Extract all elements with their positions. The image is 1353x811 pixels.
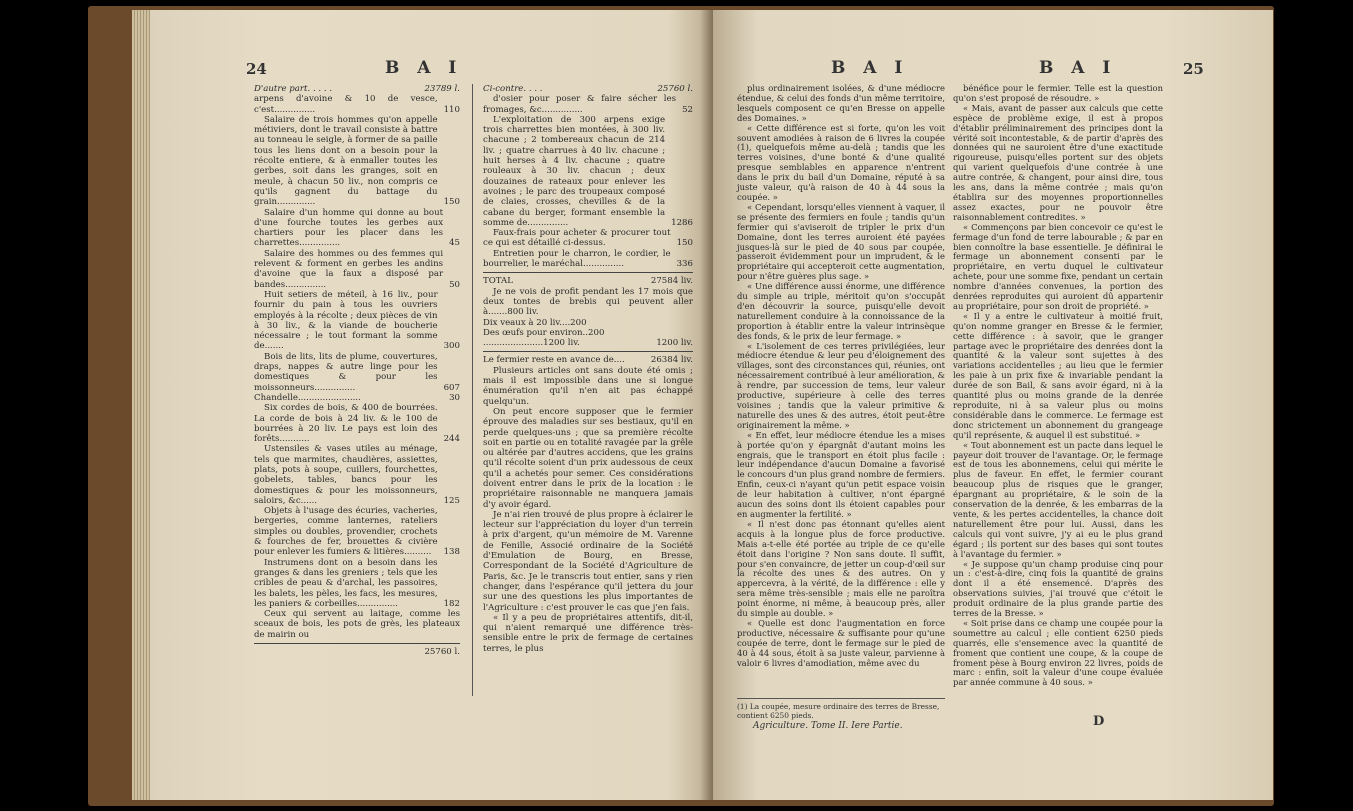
left-column-1 bbox=[254, 84, 460, 657]
entry-text: Objets à l'usage des écuries, vacheries, bergeries, comme lanternes, rateliers simples ou doubles, provendier, crochets & fourches de fer, brouettes & civière pour enlever les fumiers & litières.......... bbox=[254, 506, 438, 558]
text-paragraph bbox=[254, 609, 460, 640]
entry-amount: 300 bbox=[443, 341, 460, 352]
entry-amount: 138 bbox=[443, 547, 460, 558]
entry-amount: 25760 l. bbox=[657, 84, 693, 94]
entry-amount: 182 bbox=[443, 598, 460, 609]
entry-text: Ceux qui servent au laitage, comme les sceaux de bois, les pots de grès, les plateaux de mairin ou bbox=[254, 609, 460, 640]
entry-amount: 336 bbox=[676, 259, 693, 270]
entry-amount: 23789 l. bbox=[424, 84, 460, 94]
entry-text: arpens d'avoine & 10 de vesce, c'est............... bbox=[254, 94, 438, 115]
entry-line bbox=[483, 328, 693, 338]
entry-text: Je n'ai rien trouvé de plus propre à éclairer le lecteur sur l'appréciation du loyer d'un terrein à prix d'argent, qu'un mémoire de M. Varenne de Fenille, Associé ordinaire de la Société d'Emulation de Bourg, en Bresse, Correspondant de la Société d'Agriculture de Paris, &c. Je le transcris tout entier, sans y rien changer, dans l'espérance qu'il jettera du jour sur une des questions les plus importantes de l'Agriculture : c'est prouver le cas que j'en fais. bbox=[483, 509, 693, 613]
entry-text: « En effet, leur médiocre étendue les a mises à portée qu'on y épargnât d'autant moins les engrais, que le transport en étoit plus facile : leur indépendance d'aucun Domaine a favorisé le concours d'un plus grand nombre de fermiers. Enfin, ceux-ci n'ayant qu'un petit espace voisin de leur habitation à cultiver, n'ont épargné aucun des soins dont ils étoient capables pour en augmenter la fertilité. » bbox=[737, 429, 945, 519]
text-paragraph bbox=[254, 444, 460, 506]
entry-amount: 1286 bbox=[671, 217, 693, 228]
total-rule bbox=[483, 272, 693, 273]
text-paragraph bbox=[953, 84, 1163, 104]
entry-amount: 125 bbox=[443, 495, 460, 506]
entry-amount: 150 bbox=[676, 238, 693, 249]
right-column-1 bbox=[737, 84, 945, 668]
entry-line bbox=[483, 84, 693, 94]
entry-text: « Il n'est donc pas étonnant qu'elles aient acquis à la longue plus de force productive. Mais a-t-elle été portée au triple de ce qu'elle étoit dans l'origine ? Non sans doute. Il suffit, pour s'en convaincre, de jetter un coup-d'œil sur la récolte des unes & des autres. On y appercevra, à la vérité, de la différence : elle y sera même très-sensible ; mais elle ne paroîtra point énorme, ni même, à beaucoup près, aller du simple au double. » bbox=[737, 518, 945, 619]
entry-text: Salaire des hommes ou des femmes qui relevent & forment en gerbes les andins d'avoine que la faux a disposé par bandes............... bbox=[254, 248, 444, 290]
entry-text: « Cette différence est si forte, qu'on les voit souvent amodiées à raison de 6 livres la coupée (1), quelquefois même au-delà ; tandis que les terres voisines, d'une bonté & d'une qualité presque semblables en apparence n'entrent dans le prix du bail d'un Domaine, réputé à sa juste valeur, qu'à raison de 40 à 44 sous la coupée. » bbox=[737, 122, 945, 202]
entry-text: « L'isolement de ces terres privilégiées, leur médiocre étendue & leur peu d'éloignement des villages, sont des circonstances qui, réunies, ont nécessairement contribué à leur amélioration, & à rendre, par succession de tems, leur valeur productive, supérieure à celle des terres voisines ; tandis que la valeur primitive & naturelle des unes & des autres, étoit peut-être originairement la même. » bbox=[737, 340, 945, 430]
entry-text: « Cependant, lorsqu'elles viennent à vaquer, il se présente des fermiers en foule ; tandis qu'un fermier qui s'aviseroit de tripler le prix d'un Domaine, dont les terres auroient été payées jusques-là sur le pied de 40 sous par coupée, passeroit évidemment pour un imprudent, & le propriétaire qui accepteroit cette augmentation, pour n'être guères plus sage. » bbox=[737, 201, 945, 282]
entry-text: Chandelle....................... bbox=[254, 392, 361, 403]
entry-text: L'exploitation de 300 arpens exige trois charrettes bien montées, à 300 liv. chacune ; 2 tombereaux chacun de 214 liv. ; quatre charrues à 40 liv. chacune ; huit herses à 4 liv. chacune ; quatre rouleaux à 30 liv. chacun ; deux douzaines de rateaux pour enlever les avoines ; le parc des troupeaux composé de claies, crosses, chevilles & de la cabane du berger, formant ensemble la somme de............... bbox=[483, 114, 666, 228]
text-paragraph bbox=[254, 352, 460, 393]
text-paragraph bbox=[254, 290, 460, 352]
right-page-number: 25 bbox=[1183, 60, 1204, 78]
entry-amount: 1200 liv. bbox=[656, 338, 693, 349]
text-paragraph bbox=[737, 203, 945, 282]
text-paragraph bbox=[483, 613, 693, 654]
text-paragraph bbox=[737, 84, 945, 124]
entry-line bbox=[254, 94, 460, 115]
text-paragraph bbox=[737, 619, 945, 669]
right-running-head-2: B A I bbox=[1039, 58, 1117, 78]
text-paragraph bbox=[737, 342, 945, 431]
text-paragraph bbox=[953, 312, 1163, 441]
entry-line bbox=[483, 338, 693, 348]
entry-amount: 110 bbox=[443, 104, 460, 115]
entry-text: « Soit prise dans ce champ une coupée pour la soumettre au calcul ; elle contient 6250 pieds quarrés, elle s'ensemence avec la quantité de froment que contient une coupe, & la coupe de froment pèse à Bourg environ 22 livres, poids de marc : enfin, soit la valeur d'une coupe évaluée par année commune à 40 sous. » bbox=[953, 617, 1163, 688]
text-paragraph bbox=[953, 104, 1163, 223]
entry-text: Des œufs pour environ..200 bbox=[483, 327, 605, 338]
text-paragraph bbox=[737, 124, 945, 203]
left-page bbox=[150, 10, 713, 800]
entry-amount: 50 bbox=[449, 279, 460, 290]
text-paragraph bbox=[254, 506, 460, 557]
text-paragraph bbox=[483, 249, 693, 270]
entry-text: « Commençons par bien concevoir ce qu'est le fermage d'un fond de terre labourable ; & par en bien connoître la base essentielle. Je définirai le fermage un abonnement consenti par le propriétaire, en vertu duquel le cultivateur achete, pour une somme fixe, pendant un certain nombre d'années convenues, la portion des denrées reproduites qui auroient dû appartenir au propriétaire, pour son droit de propriété. » bbox=[953, 221, 1163, 311]
entry-text: « Quelle est donc l'augmentation en force productive, nécessaire & suffisante pour qu'une coupée de terre, dont le fermage sur le pied de 40 à 44 sous, étoit à sa juste valeur, parvienne à valoir 6 livres d'amodiation, même avec du bbox=[737, 617, 945, 668]
entry-text: « Une différence aussi énorme, une différence du simple au triple, méritoit qu'on s'occupât d'en découvrir la source, puisqu'elle devoit naturellement conduire à la connoissance de la proportion à établir entre la valeur intrinsèque des fonds, & le prix de leur fermage. » bbox=[737, 281, 945, 341]
left-running-head: B A I bbox=[385, 58, 463, 78]
text-paragraph bbox=[953, 223, 1163, 312]
right-column-2 bbox=[953, 84, 1163, 688]
total-line bbox=[254, 647, 460, 657]
text-paragraph bbox=[483, 366, 693, 407]
text-paragraph bbox=[483, 510, 693, 613]
text-paragraph bbox=[953, 441, 1163, 560]
right-page bbox=[713, 10, 1273, 800]
entry-text: Plusieurs articles ont sans doute été omis ; mais il est impossible dans une si longue énumération qu'il n'en ait pas échappé quelqu'un. bbox=[483, 365, 693, 407]
entry-text: d'osier pour poser & faire sécher les fromages, &c............... bbox=[483, 94, 677, 115]
entry-amount: 52 bbox=[682, 104, 693, 115]
text-paragraph bbox=[483, 94, 693, 115]
entry-line bbox=[254, 84, 460, 94]
signature-line: Agriculture. Tome II. Iere Partie. bbox=[753, 721, 903, 731]
entry-text: « Il y a peu de propriétaires attentifs, dit-il, qui n'aient remarqué une différence très-sensible entre le prix de fermage de certaines terres, le plus bbox=[483, 612, 693, 654]
left-page-number: 24 bbox=[246, 60, 267, 78]
entry-amount: 27584 liv. bbox=[650, 276, 693, 287]
entry-amount: 150 bbox=[443, 197, 460, 208]
right-running-head-1: B A I bbox=[831, 58, 909, 78]
entry-text: Huit setiers de méteil, à 16 liv., pour fournir du pain à tous les ouvriers employés à la récolte ; deux pièces de vin à 30 liv., & la viande de boucherie nécessaire ; le tout formant la somme de....... bbox=[254, 289, 438, 352]
entry-amount: 45 bbox=[449, 238, 460, 249]
entry-text: « Mais, avant de passer aux calculs que cette espèce de problème exige, il est à propos d'établir préliminairement des principes dont la vérité soit incontestable, & de partir d'après des données qui ne sauroient être d'une exactitude rigoureuse, puisqu'elles portent sur des objets qui varient quelquefois d'une contrée à une autre contrée, & changent, pour ainsi dire, tous les ans, dans la même contrée ; mais qu'on établira sur des moyennes proportionnelles assez exactes, pour ne pouvoir être raisonnablement contredites. » bbox=[953, 102, 1163, 222]
text-paragraph bbox=[737, 282, 945, 341]
entry-text: « Je suppose qu'un champ produise cinq pour un : c'est-à-dire, cinq fois la quantité de grains dont il a été ensemencé. D'après des observations suivies, j'ai trouvé que c'étoit le produit ordinaire de la plus grande partie des terres de la Bresse. » bbox=[953, 558, 1163, 619]
entry-amount: 30 bbox=[449, 392, 460, 403]
entry-text: Six cordes de bois, & 400 de bourrées. La corde de bois à 24 liv. & le 100 de bourrées à 20 liv. Le pays est loin des forêts........... bbox=[254, 403, 438, 445]
text-paragraph bbox=[737, 431, 945, 520]
entry-line bbox=[254, 393, 460, 403]
text-paragraph bbox=[483, 228, 693, 249]
entry-amount: 25760 l. bbox=[424, 647, 460, 658]
entry-text: Entretien pour le charron, le cordier, le bourrelier, le maréchal............... bbox=[483, 248, 671, 270]
entry-amount: 607 bbox=[443, 382, 460, 393]
total-rule bbox=[483, 351, 693, 352]
signature-mark: D bbox=[1093, 714, 1105, 729]
entry-amount: 26384 liv. bbox=[650, 355, 693, 366]
entry-text: « Tout abonnement est un pacte dans lequel le payeur doit trouver de l'avantage. Or, le fermage est de tous les abonnemens, celui qui mérite le plus de faveur. En effet, le fermier courant beaucoup plus de risques que le granger, épargnant au propriétaire, & le soin de la conservation de la denrée, & les embarras de la vente, & les pertes accidentelles, la chance doit naturellement être pour lui. Aussi, dans les calculs qui vont suivre, j'y ai eu le plus grand égard ; ils portent sur des bases qui sont toutes à l'avantage du fermier. » bbox=[953, 439, 1163, 559]
text-paragraph bbox=[254, 208, 460, 249]
text-paragraph bbox=[953, 619, 1163, 688]
entry-text: plus ordinairement isolées, & d'une médiocre étendue, & celui des fonds d'un même territoire, lesquels composent ce qu'en Bresse on appelle des Domaines. » bbox=[737, 83, 945, 123]
entry-line bbox=[483, 318, 693, 328]
entry-text: D'autre part. . . . . bbox=[254, 84, 333, 94]
entry-text: ......................1200 liv. bbox=[483, 338, 580, 349]
entry-text: « Il y a entre le cultivateur à moitié fruit, qu'on nomme granger en Bresse & le fermier, cette différence : à savoir, que le granger partage avec le propriétaire des denrées dont la quantité & la valeur sont sujettes à des variations accidentelles ; au lieu que le fermier les paie à un prix fixe & invariable pendant la durée de son Bail, & sans avoir égard, ni à la quantité plus ou moins grande de la denrée reproduite, ni à sa valeur plus ou moins considérable dans le commerce. Le fermage est donc strictement un abonnement du grangeage qu'il représente, & auquel il est substitué. » bbox=[953, 310, 1163, 440]
text-paragraph bbox=[737, 520, 945, 619]
entry-text: TOTAL bbox=[483, 276, 513, 287]
text-paragraph bbox=[254, 403, 460, 444]
column-divider bbox=[472, 84, 473, 696]
entry-text: Dix veaux à 20 liv....200 bbox=[483, 317, 587, 328]
entry-amount: 244 bbox=[443, 434, 460, 445]
entry-text: Salaire d'un homme qui donne au bout d'une fourche toutes les gerbes aux chartiers pour les placer dans les charrettes............... bbox=[254, 207, 444, 249]
entry-text: Instrumens dont on a besoin dans les granges & dans les greniers ; tels que les cribles de peau & d'archal, les passoires, les balets, les pèles, les facs, les mesures, les paniers & corbeilles............... bbox=[254, 557, 438, 609]
footnote: (1) La coupée, mesure ordinaire des terres de Bresse, contient 6250 pieds. bbox=[737, 698, 945, 720]
entry-text: Le fermier reste en avance de.... bbox=[483, 355, 625, 366]
entry-text: Bois de lits, lits de plume, couvertures, draps, nappes & autre linge pour les domestiques & pour les moissonneurs............... bbox=[254, 351, 438, 393]
total-rule bbox=[254, 643, 460, 644]
entry-text: Ustensiles & vases utiles au ménage, tels que marmites, chaudières, assiettes, plats, pots à soupe, cuillers, fourchettes, gobelets, tables, bancs pour les domestiques & pour les moissonneurs, saloirs, &c...... bbox=[254, 444, 438, 506]
text-paragraph bbox=[953, 560, 1163, 619]
entry-text: On peut encore supposer que le fermier éprouve des maladies sur ses bestiaux, qu'il en perde quelques-uns ; que sa première récolte soit en partie ou en totalité ravagée par la grêle ou altérée par d'autres accidens, que les grains qu'il récolte soient d'un prix audessous de ceux qu'il a achetés pour semer. Ces considérations doivent entrer dans le prix de la location : le propriétaire raisonnable ne manquera jamais d'y avoir égard. bbox=[483, 406, 693, 510]
text-paragraph bbox=[254, 558, 460, 609]
text-paragraph bbox=[483, 287, 693, 318]
entry-text: Ci-contre. . . . bbox=[483, 84, 543, 94]
entry-text: Faux-frais pour acheter & procurer tout ce qui est détaillé ci-dessus. bbox=[483, 228, 671, 249]
text-paragraph bbox=[254, 249, 460, 290]
total-line bbox=[483, 355, 693, 365]
text-paragraph bbox=[483, 407, 693, 510]
entry-text: bénéfice pour le fermier. Telle est la question qu'on s'est proposé de résoudre. » bbox=[953, 83, 1163, 103]
total-line bbox=[483, 276, 693, 286]
entry-text: Salaire de trois hommes qu'on appelle métiviers, dont le travail consiste à battre au tonneau le seigle, à former de sa paille tous les liens dont on a besoin pour la récolte entiere, & à enmaller toutes les gerbes, soit dans les granges, soit en meule, à chacun 50 liv., non compris ce qu'ils gagnent du battage du grain.............. bbox=[254, 114, 438, 208]
page-edges bbox=[132, 10, 150, 800]
entry-text: Je ne vois de profit pendant les 17 mois que deux tontes de brebis qui peuvent aller à.......800 liv. bbox=[483, 286, 693, 318]
left-column-2 bbox=[483, 84, 693, 654]
text-paragraph bbox=[254, 115, 460, 208]
text-paragraph bbox=[483, 115, 693, 228]
